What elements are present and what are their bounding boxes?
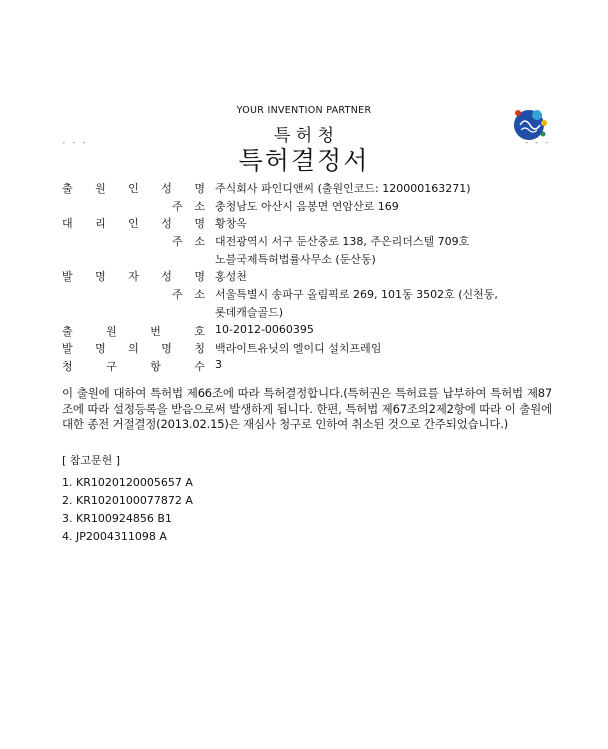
field-label-char: 의 bbox=[128, 342, 139, 355]
field-label-char: 청 bbox=[62, 360, 73, 373]
field-label-char: 주 bbox=[172, 235, 183, 248]
field-label-char: 원 bbox=[95, 182, 106, 195]
field-label-char: 성 bbox=[161, 270, 172, 283]
field-label-char: 인 bbox=[128, 217, 139, 230]
field-row bbox=[0, 198, 608, 214]
field-row bbox=[0, 251, 608, 267]
field-label-char: 발 bbox=[62, 270, 73, 283]
reference-item: 1. KR1020120005657 A bbox=[62, 476, 193, 489]
field-value: 노블국제특허법률사무소 (둔산동) bbox=[215, 253, 376, 266]
field-row bbox=[0, 180, 608, 196]
document-title: 특허결정서 bbox=[238, 146, 370, 175]
field-label-char: 호 bbox=[194, 325, 205, 338]
reference-item: 2. KR1020100077872 A bbox=[62, 494, 193, 507]
field-row bbox=[0, 304, 608, 320]
field-label-char: 명 bbox=[194, 270, 205, 283]
field-row bbox=[0, 215, 608, 231]
field-label bbox=[62, 340, 205, 356]
field-label-char: 원 bbox=[106, 325, 117, 338]
dash-mark-left: - - - bbox=[62, 138, 88, 148]
field-row bbox=[0, 358, 608, 374]
field-label-char: 자 bbox=[128, 270, 139, 283]
field-value: 대전광역시 서구 둔산중로 138, 주은리더스텔 709호 bbox=[215, 235, 470, 248]
field-label-char: 주 bbox=[172, 288, 183, 301]
field-label-char: 출 bbox=[62, 325, 73, 338]
field-label bbox=[172, 233, 205, 249]
references-heading: [ 참고문헌 ] bbox=[62, 454, 121, 467]
field-label-char: 발 bbox=[62, 342, 73, 355]
field-label-char: 명 bbox=[161, 342, 172, 355]
field-label-char: 수 bbox=[194, 360, 205, 373]
field-label-char: 칭 bbox=[194, 342, 205, 355]
field-value: 주식회사 파인디앤씨 (출원인코드: 120000163271) bbox=[215, 182, 471, 195]
field-label-char: 출 bbox=[62, 182, 73, 195]
field-value: 황창옥 bbox=[215, 217, 247, 230]
field-value: 홍성천 bbox=[215, 270, 247, 283]
field-label-char: 번 bbox=[150, 325, 161, 338]
field-row bbox=[0, 233, 608, 249]
field-label bbox=[62, 180, 205, 196]
field-row bbox=[0, 268, 608, 284]
field-label-char: 명 bbox=[194, 217, 205, 230]
field-label-char: 성 bbox=[161, 217, 172, 230]
field-value: 충청남도 아산시 음봉면 연암산로 169 bbox=[215, 200, 399, 213]
field-label-char: 주 bbox=[172, 200, 183, 213]
field-label-char: 구 bbox=[106, 360, 117, 373]
field-row bbox=[0, 323, 608, 339]
field-label bbox=[172, 286, 205, 302]
field-label-char: 인 bbox=[128, 182, 139, 195]
field-value: 3 bbox=[215, 358, 222, 371]
field-label-char: 성 bbox=[161, 182, 172, 195]
field-value: 10-2012-0060395 bbox=[215, 323, 314, 336]
field-value: 롯데캐슬골드) bbox=[215, 306, 284, 319]
field-label-char: 항 bbox=[150, 360, 161, 373]
reference-item: 3. KR100924856 B1 bbox=[62, 512, 172, 525]
issuing-office: 특 허 청 bbox=[273, 126, 335, 146]
field-label-char: 명 bbox=[95, 342, 106, 355]
field-label bbox=[62, 358, 205, 374]
field-label bbox=[172, 198, 205, 214]
field-label-char: 소 bbox=[194, 288, 205, 301]
field-label bbox=[62, 268, 205, 284]
field-label-char: 명 bbox=[194, 182, 205, 195]
dash-mark-right: - - - bbox=[525, 138, 551, 148]
reference-item: 4. JP2004311098 A bbox=[62, 530, 167, 543]
kipo-logo-icon bbox=[508, 103, 550, 145]
field-label-char: 대 bbox=[62, 217, 73, 230]
field-label-char: 명 bbox=[95, 270, 106, 283]
field-label bbox=[62, 215, 205, 231]
field-label-char: 소 bbox=[194, 200, 205, 213]
field-row bbox=[0, 286, 608, 302]
field-value: 서울특별시 송파구 올림픽로 269, 101동 3502호 (신천동, bbox=[215, 288, 498, 301]
field-value: 백라이트유닛의 엘이디 설치프레임 bbox=[215, 342, 382, 355]
field-label-char: 소 bbox=[194, 235, 205, 248]
decision-body-text: 이 출원에 대하여 특허법 제66조에 따라 특허결정합니다.(특허권은 특허료를 납부하여 특허법 제87조에 따라 설정등록을 받음으로써 발생하게 됩니다. 한편, 특허법 제67조의2제2항에 따라 이 출원에 대한 종전 거절결정(2013.02.15)은 재심사 청구로 인하여 취소된 것으로 간주되었습니다.) bbox=[62, 386, 552, 431]
field-label bbox=[62, 323, 205, 339]
field-row bbox=[0, 340, 608, 356]
field-label-char: 리 bbox=[95, 217, 106, 230]
tagline: YOUR INVENTION PARTNER bbox=[236, 105, 372, 116]
